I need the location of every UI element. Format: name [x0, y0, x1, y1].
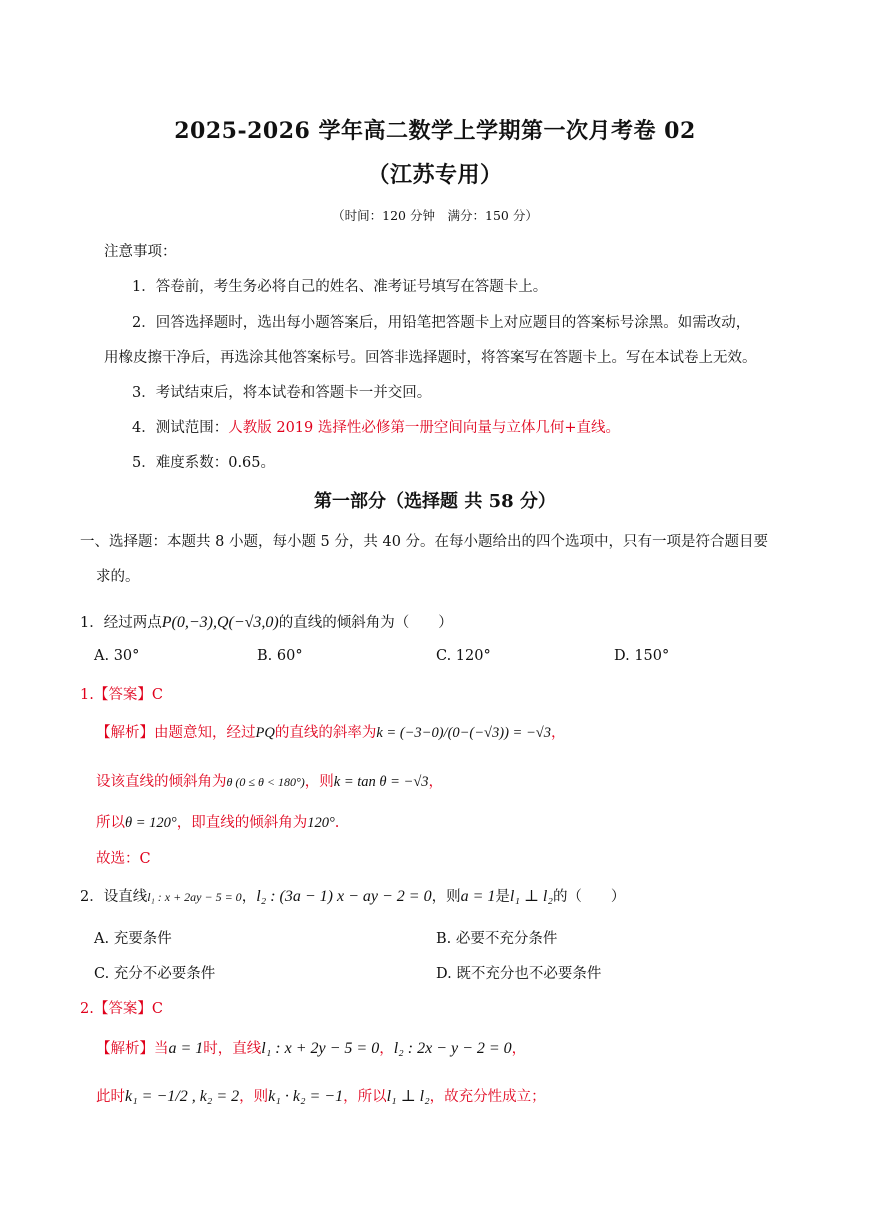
question-1-points: P(0,−3),Q(−√3,0): [161, 614, 279, 631]
note-item-1: 1．答卷前，考生务必将自己的姓名、准考证号填写在答题卡上。: [132, 279, 548, 295]
q1-analysis-line-3: 所以θ = 120°，即直线的倾斜角为120°.: [96, 815, 340, 831]
q2-analysis-line-1: 【解析】当a = 1时，直线l₁ : x + 2y − 5 = 0，l₂ : 2x − y − 2 = 0，: [96, 1040, 527, 1057]
note-item-4-label: 4．测试范围：: [132, 420, 229, 436]
q1-analysis-line-1: 【解析】由题意知，经过PQ的直线的斜率为k = (−3−0)/(0−(−√3)) = −√3，: [96, 725, 566, 741]
slope-formula: k = (−3−0)/(0−(−√3)) = −√3: [376, 725, 551, 741]
q1-option-a: A. 30°: [94, 648, 140, 664]
page-title: 2025-2026 学年高二数学上学期第一次月考卷 02: [174, 118, 696, 144]
q1-option-c: C. 120°: [436, 648, 491, 664]
q1-choice: 故选：C: [96, 851, 151, 867]
q1-option-b: B. 60°: [257, 648, 303, 664]
note-item-5: 5．难度系数：0.65。: [132, 455, 276, 471]
exam-meta: （时间：120 分钟 满分：150 分）: [332, 208, 538, 223]
question-2-stem: 2．设直线l₁ : x + 2ay − 5 = 0，l₂ : (3a − 1) x − ay − 2 = 0，则a = 1是l₁ ⊥ l₂的（ ）: [80, 888, 626, 905]
part1-heading: 第一部分（选择题 共 58 分）: [314, 491, 556, 512]
notes-heading: 注意事项：: [104, 244, 177, 260]
q1-answer: 1.【答案】C: [80, 687, 163, 703]
q2-option-d: D. 既不充分也不必要条件: [436, 966, 602, 982]
section-instructions: 一、选择题：本题共 8 小题，每小题 5 分，共 40 分。在每小题给出的四个选项中，只有一项是符合题目要: [80, 534, 769, 550]
q2-option-a: A. 充要条件: [94, 931, 172, 947]
test-range: 人教版 2019 选择性必修第一册空间向量与立体几何+直线。: [228, 420, 621, 436]
note-item-4: [132, 416, 620, 437]
page-subtitle: （江苏专用）: [367, 162, 503, 188]
q1-option-d: D. 150°: [614, 648, 670, 664]
note-item-2: 2．回答选择题时，选出每小题答案后，用铅笔把答题卡上对应题目的答案标号涂黑。如需改动，: [132, 315, 751, 331]
q2-option-b: B. 必要不充分条件: [436, 931, 558, 947]
note-item-3: 3．考试结束后，将本试卷和答题卡一并交回。: [132, 385, 432, 401]
q2-answer: 2.【答案】C: [80, 1001, 163, 1017]
section-instructions-cont: 求的。: [96, 569, 140, 585]
q2-option-c: C. 充分不必要条件: [94, 966, 216, 982]
q1-analysis-line-2: 设该直线的倾斜角为θ (0 ≤ θ < 180°)，则k = tan θ = −√3，: [96, 774, 444, 790]
q2-analysis-line-2: 此时k₁ = −1/2 , k₂ = 2，则k₁ · k₂ = −1，所以l₁ ⊥ l₂，故充分性成立；: [96, 1088, 546, 1105]
note-item-2-cont: 用橡皮擦干净后，再选涂其他答案标号。回答非选择题时，将答案写在答题卡上。写在本试卷上无效。: [104, 350, 757, 366]
question-1-stem: 1．经过两点P(0,−3),Q(−√3,0)的直线的倾斜角为（ ）: [80, 614, 453, 631]
